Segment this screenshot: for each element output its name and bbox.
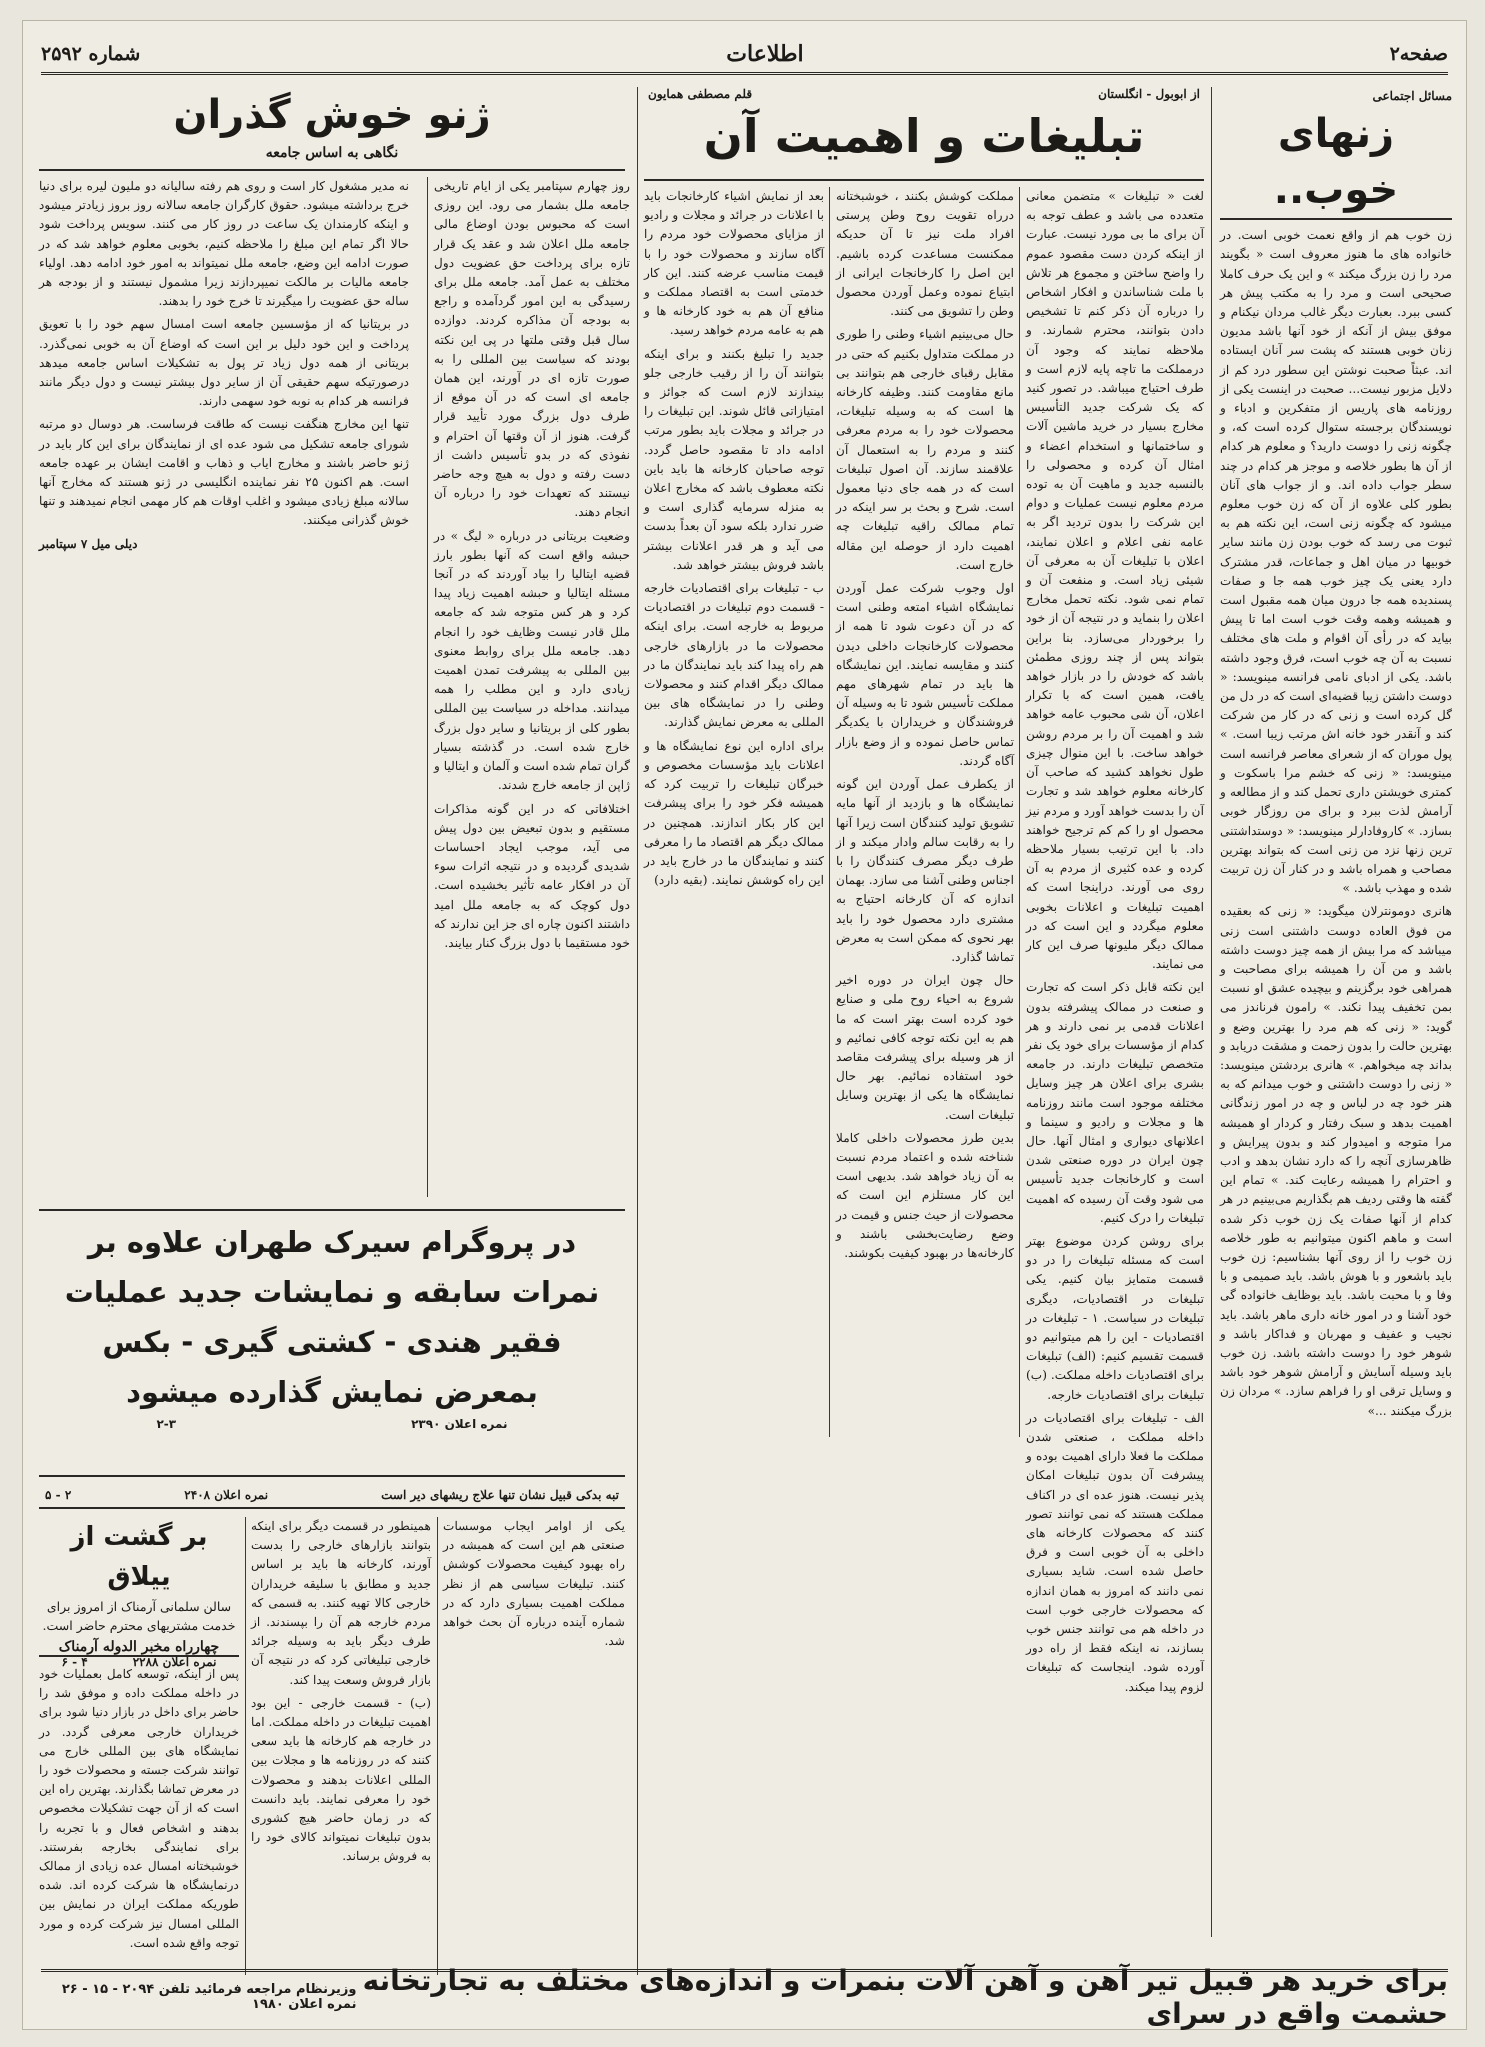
- advertising-text-c4: برای اداره این نوع نمایشگاه ها و اعلانات باید مؤسسات مخصوص و خبرگان تبلیغات را تربیت کرد که همیشه فکر خود را برای پیشرفت این کار بکار اندازند. همچنین در ممالک دیگر هم اقتصاد ما را معرفی کنند و نمایندگان ما در خارج باید در این راه کوشش نمایند. (بقیه دارد): [644, 738, 824, 888]
- article-header-advertising: [644, 87, 1204, 181]
- masthead: [41, 35, 1448, 75]
- advertising-text-b6: بدین طرز محصولات داخلی کاملا شناخته شده و اعتماد مردم نسبت به آن زیاد خواهد شد. بدیهی است این کار مستلزم این است که محصولات از حیث جنس و قیمت در وضع رضایت‌بخشی باشند و کارخانه‌ها در بهبود کیفیت بکوشند.: [836, 1130, 1014, 1260]
- circus-ad-line-2: نمرات سابقه و نمایشات جدید عملیات: [64, 1275, 600, 1309]
- section-label: مسائل اجتماعی: [1372, 89, 1452, 103]
- column-advertising-b: [836, 187, 1014, 1437]
- circus-ad-line-3: فقیر هندی - کشتی گیری - بکس: [102, 1325, 562, 1359]
- geneva-text-3: اختلافاتی که در این گونه مذاکرات مستقیم و بدون تبعیض بین دول پیش می آید، موجب ایجاد احساسات شدیدی گردیده و در نتیجه اثرات سوء آن در افکار عامه تأثیر بخشیده است. دول کوچک که به جامعه ملل امید داشتند اکنون چاره ای جز این ندارند که خود مستقیما با دول بزرگ کنار بیایند.: [434, 801, 630, 950]
- advertising-text-b5: حال چون ایران در دوره اخیر شروع به احیاء روح ملی و صنایع خود کرده است بهتر است که ما هم به این نکته توجه کافی نمائیم و از هر وسیله برای پیشرفت مقاصد خود استفاده نمائیم. بهر حال نمایشگاه ها یکی از بهترین وسایل تبلیغات است.: [836, 973, 1014, 1122]
- geneva-text-2: وضعیت بریتانی در درباره « لیگ » در حبشه واقع است که آنها بطور بارز قضیه ایتالیا را بیاد آوردند که در آنجا مسئله ایتالیا و حبشه اهمیت زیاد پیدا کرد و هر کس متوجه شد که جامعه ملل قادر نیست وظایف خود را انجام دهد. جامعه ملل برای روابط معنوی بین المللی به پیشرفت تمدن اهمیت زیادی دارد و این مطلب را همه میدانند. مداخله در سیاست بین المللی بطور کلی از بریتانیا و سایر دول بزرگ خارج شده است. در گذشته بسیار گران تمام شده است و آلمان و ایتالیا و ژاپن از جامعه خارج شدند.: [434, 528, 630, 793]
- column-good-women: [1220, 87, 1452, 1937]
- barber-ad-address: چهارراه مخبر الدوله آرمناک: [58, 1639, 220, 1655]
- column-rule: [437, 1517, 438, 1975]
- remedy-ad: [39, 1483, 625, 1509]
- barber-ad-number: نمره اعلان ۲۲۸۸: [132, 1655, 217, 1669]
- lower-left-text-4: یکی از اوامر ایجاب موسسات صنعتی هم این است که همیشه در راه بهبود کیفیت محصولات کوشش کنند. تبلیغات سیاسی هم از نظر مملکت اهمیت بسیاری دارد که در شماره آینده درباره آن بحث خواهد شد.: [443, 1519, 625, 1649]
- column-rule: [427, 177, 428, 1197]
- circus-advertisement: [39, 1209, 625, 1477]
- column-rule: [1211, 87, 1212, 1937]
- article-subtitle-geneva: نگاهی به اساس جامعه: [265, 145, 399, 161]
- barber-ad-title: بر گشت از ییلاق: [70, 1522, 208, 1592]
- bottom-banner-text: برای خرید هر قبیل تیر آهن و آهن آلات بنمرات و اندازه‌های مختلف به تجارتخانه حشمت واقع در سرای: [362, 1963, 1448, 2030]
- geneva-text-6: تنها این مخارج هنگفت نیست که طاقت فرساست. هر دوسال دو مرتبه شورای جامعه تشکیل می شود عده ای از نمایندگان برای این کار باید در ژنو حاضر باشند و مخارج ایاب و ذهاب و اقامت ایشان بر عهده جامعه است. هم اکنون ۲۵ نفر نماینده انگلیسی در ژنو هستند که مخارج آنها سالانه مبلغ زیادی میشود و اغلب اوقات هم کار مهمی انجام نمیدهند و تنها خوش گذرانی میکنند.: [39, 417, 409, 528]
- circus-ad-line-4: بمعرض نمایش گذارده میشود: [126, 1375, 538, 1409]
- geneva-text-1: روز چهارم سپتامبر یکی از ایام تاریخی جامعه ملل بشمار می رود. این روزی است که محبوس بودن اوضاع مالی جامعه ملل اعلان شد و عقد یک قرار تازه برای پرداخت حق عضویت دول مختلف به عمل آمد. جامعه ملل برای رسیدگی به این امور گردآمده و راجع به بودجه آن مذاکره کردند. دوازده سال قبل وقتی ملتها در پی این نکته بودند که سیاست بین المللی را به صورت تازه ای در آورند، این همان جامعه ای است که در آن موقع از طرف دول بزرگ مورد تأیید قرار گرفت. هنوز از آن وقتها آن احترام و نفوذی که در بدو تأسیس داشت از دست رفته و دول به هیچ وجه حاضر نیستند که تعهدات خود را درباره آن انجام دهند.: [434, 179, 630, 520]
- article-title-geneva: ژنو خوش گذران: [173, 92, 491, 138]
- remedy-ad-number: نمره اعلان ۲۴۰۸: [184, 1488, 269, 1502]
- circus-ad-number: نمره اعلان ۲۳۹۰: [411, 1417, 508, 1431]
- geneva-text-5: در بریتانیا که از مؤسسین جامعه است امسال سهم خود را با تعویق پرداخت و این خود دلیل بر این است که اوضاع آن به خوبی نمی‌گذرد. بریتانی از همه دول زیاد تر پول به تشکیلات اساس جامعه میدهد درصورتیکه سهم حقیقی آن از سایر دول بیشتر نیست و دول دیگر مانند فرانسه هر کدام به نوبه خود سهمی دارند.: [39, 317, 409, 409]
- advertising-text-a2: این نکته قابل ذکر است که تجارت و صنعت در ممالک پیشرفته بدون اعلانات قدمی بر نمی دارند و هر کدام از مؤسسات برای خود یک نفر متخصص تبلیغات دارند. در جامعه بشری برای اعلان هر چیز وسایل مختلفه موجود است مانند روزنامه ها و مجلات و رادیو و سینما و اعلانهای دیواری و امثال آنها. حال چون ایران در دوره صنعتی شدن است و کارخانجات جدید تأسیس می شود وقت آن رسیده که اهمیت تبلیغات را درک کنیم.: [1026, 980, 1204, 1225]
- advertising-text-b2: حال می‌بینیم اشیاء وطنی را طوری در مملکت متداول بکنیم که حتی در مقابل رقبای خارجی هم بتوانند بی مانع مقاومت کنند. وظیفه کارخانه ها است که به وسیله تبلیغات، محصولات خود را به مردم معرفی کنند و مردم را به استعمال آن علاقمند سازند. آن اصول تبلیغات است که در همه جای دنیا معمول است. شرح و بحث بر سر اینکه در تمام ممالک راقیه تبلیغات چه اهمیت دارد از حوصله این مقاله خارج است.: [836, 327, 1014, 572]
- lower-left-text-c: [443, 1517, 625, 1975]
- barber-ad-dates: ۴ - ۶: [61, 1655, 88, 1669]
- column-geneva-a: [434, 177, 630, 1197]
- column-geneva-b: [39, 177, 409, 1197]
- barber-ad-body: سالن سلمانی آرمناک از امروز برای خدمت مشتریهای محترم حاضر است.: [42, 1599, 236, 1633]
- column-rule: [637, 1209, 638, 1975]
- article-title-good-women: زنهای خوب..: [1220, 106, 1452, 220]
- article-title-advertising: تبلیغات و اهمیت آن: [703, 109, 1145, 163]
- lower-left-text-b: [251, 1517, 431, 1975]
- byline-location: از ابوبول - انگلستان: [1098, 87, 1200, 101]
- advertising-text-c3: ب - تبلیغات برای اقتصادیات خارجه - قسمت دوم تبلیغات در اقتصادیات مربوط به خارجه است. برای اینکه محصولات ما در بازارهای خارجی هم راه پیدا کند باید نمایندگان ما در ممالک دیگر اقدام کنند و محصولات وطنی را در نمایشگاه های بین المللی به معرض نمایش گذارند.: [644, 581, 824, 730]
- lower-left-text-3: (ب) - قسمت خارجی - این بود اهمیت تبلیغات در داخله مملکت. اما در خارجه هم کارخانه ها باید سعی کنند که در روزنامه ها و مجلات بین المللی اعلانات بدهند و محصولات خود را معرفی نمایند. باید دانست که در زمان حاضر هیچ کشوری بدون تبلیغات نمیتواند کالای خود را به فروش برساند.: [251, 1695, 431, 1864]
- column-rule: [1019, 187, 1020, 1437]
- circus-ad-line-1: در پروگرام سیرک طهران علاوه بر: [87, 1225, 577, 1259]
- remedy-ad-dates: ۲ - ۵: [45, 1488, 72, 1502]
- advertising-text-b4: از یکطرف عمل آوردن این گونه نمایشگاه ها و بازدید از آنها مایه تشویق تولید کنندگان است زیرا آنها را به رقابت سالم وادار میکند و از طرف دیگر مصرف کنندگان را با اجناس وطنی آشنا می سازد. بهمان اندازه که آن کارخانه احتیاج به مشتری دارد محصول خود را باید بهر نحوی که ممکن است به معرض تماشا گذارد.: [836, 777, 1014, 964]
- barber-return-ad: [39, 1517, 239, 1669]
- column-rule: [245, 1517, 246, 1975]
- page-label: صفحه۲: [1389, 42, 1448, 65]
- advertising-text-a1: لغت « تبلیغات » متضمن معانی متعدده می باشد و عطف توجه به آن برای ما بی مورد نیست. عبارت از اینکه کردن دست مقصود عموم را واضح ساختن و مجموع هر تلاش با ملت شناساندن و افکار اشخاص را درباره آن ذکر کنم تا تشخیص دادن بتوانند، محترم شمارند. و ملاحظه نمایند که وجود آن درمملکت ما تاچه پایه لازم است و طرف احتیاج میباشد. در تصور کنید که یک شرکت جدید التأسیس مخارج بسیار در خرید ماشین آلات و ساختمانها و استخدام اعضاء و امثال آن کرده و محصولی را بالنسبه جدید و ماهیت آن به توده مردم معلوم نیست عملیات و دوام این شرکت را بدون تردید اگر به ‌عامه نفی اعلام و اعلان نمایند، اعلان با تبلیغات آن به معرفی آن شیئی زیاد است. و منفعت آن و تمام نمی شود. نکته تحمل مخارج اعلان را بنماید و در نتیجه آن از خود را برخوردار می‌سازد. بنا براین بتواند پس از چند روزی مطمئن باشد که خودش را در بازار خواهد یافت، همین است که با تکرار اعلان، آن شی محبوب عامه خواهد شد و اهمیت آن را بر مردم روشن خواهد ساخت. با این منوال چیزی طول نخواهد کشید که صاحب آن کارخانه معلوم خواهد شد و تجارت آن را بدست خواهد آورد و مردم نیز محصول او را کم کم ترجیح خواهند داد. با این ترتیب بسیار ملاحظه کرده و عده کثیری از مردم به آن روی می آورند. دراینجا است که اهمیت تبلیغات و اعلانات بخوبی معلوم میگردد و این است که در ممالک دیگر ملیونها صرف این کار می نمایند.: [1026, 189, 1204, 972]
- column-advertising-c: [644, 187, 824, 1437]
- article-body-good-women-2: هانری دومونترلان میگوید: « زنی که بعقیده من فوق العاده دوست داشتنی است زنی میباشد که مرا بیش از همه چیز دوست داشته باشد و من آن را همیشه برای مصاحبت و همراهی خود برگزینم و بیچیده عشق او نسبت بمن تخفیف پیدا نکند. » رامون فرناندز می گوید: « زنی که هم مرد را بهترین وضع و بهترین حالت را بدون زحمت و مشقت دریابد و بداند چه میخواهم. » هانری بردشتن مینویسد: « زنی را دوست داشتنی و خوب میدانم که به هنر خود چه در لباس و چه در امور زندگانی اهمیت بدهد و سبک رفتار و کردار او همیشه مرا متوجه و امیدوار کند و بدون پیرایش و ظاهرسازی آنچه را که دارد نشان بدهد و ادب و احترام را همیشه رعایت کند. » تمام این گفته ها وقتی ردیف هم بگذاریم می‌بینیم در هر کدام از آنها صفات یک زن خوب ذکر شده است و ماهم اکنون میتوانیم به طور خلاصه زن خوب را از روی آنها بشناسیم: زن خوب باید باشعور و با هوش باشد. باید صمیمی و با وفا و با محبت باشد. باید بوظایف خانواده گی خود آشنا و در امور خانه داری ماهر باشد. باید نجیب و عفیف و مهربان و فداکار باشد و شوهر خود را دوست داشته باشد. زن خوب باید وسیله آسایش و آرامش شوهر خود باشد و وسایل ترقی او را فراهم سازد. » مردان زن بزرگ میکنند ...»: [1220, 904, 1452, 1418]
- advertising-text-c1: بعد از نمایش اشیاء کارخانجات باید با اعلانات در جرائد و مجلات و رادیو از مزایای محصولات خود مردم را آگاه سازند و محصولات خود را با قیمت مناسب عرضه کنند. این کار خدمتی است به اقتصاد مملکت و منافع آن هم به خود کارخانه ها و هم به عامه مردم خواهد رسید.: [644, 189, 824, 338]
- column-advertising-a: [1026, 187, 1204, 1694]
- bottom-banner-ad: [41, 1963, 1448, 2030]
- lower-left-text-a: [39, 1665, 239, 1975]
- geneva-text-4: نه مدیر مشغول کار است و روی هم رفته سالیانه دو ملیون لیره برای دنیا خرج برداشته میشود. حقوق کارگران جامعه سالانه روز بروز زیادتر میشود و اینکه کارمندان یک ساعت در روز کار می کنند. سویس پرداخت شود حالا اگر تمام این مبلغ را ملاحظه کنیم، بخوبی معلوم خواهد شد که در صورت ادامه این وضع، جامعه ملل نمیتواند به امور خود ادامه دهد. اولیاء جامعه مالیات بر مالکت نمیپردازند زیرا مشمول نیستند و از بودجه هر ساله حق عضویت را میگیرند تا خرج خود را بدهند.: [39, 179, 409, 309]
- advertising-text-b3: اول وجوب شرکت عمل آوردن نمایشگاه اشیاء امتعه وطنی است که در آن دعوت شود تا همه از محصولات کارخانجات داخلی دیدن کنند و مقایسه نمایند. این نمایشگاه ها باید در تمام شهرهای مهم مملکت تأسیس شود تا به وسیله آن فروشندگان و خریداران با یکدیگر تماس حاصل نموده و از وضع بازار آگاه گردند.: [836, 581, 1014, 768]
- newspaper-page: [22, 20, 1467, 2030]
- remedy-ad-text: تبه بدکی قبیل نشان تنها علاج ریشهای دیر است: [381, 1488, 619, 1502]
- paper-name: اطلاعات: [726, 40, 804, 67]
- article-body-good-women-1: زن خوب هم از واقع نعمت خوبی است. در خانواده های ما هنوز معروف است « بگویند مرد را زن بزرگ میکند » و این یک حرف کاملا صحیحی است و مرد را به مکتب پیش هر کسی ببرد. بعبارت دیگر غالب مردان نیکنام و موفق بیش از آنکه از خود آنها باشد مدیون زنان خوبی هستند که پشت سر آنان ایستاده اند. عبثاً صحبت نوشتن این سطور درد کم از دلایل مزبور نیست... صحبت در اینست یکی از روزنامه های پاریس از متفکرین و ادباء و نویسندگان برجسته ستوال کرده است که، و چگونه زنی را دوست دارید؟ و معلوم هر کدام از آن ها بطور خلاصه و موجز هر کدام در چند سطر جواب داده اند. و از جواب های آنان بطور کلی علاوه از آن که زن خوب معلوم میشود که چگونه زنی است، این نکته هم به ثبوت می رسد که خوب بودن زن مانند سایر خوبیها در میان اهل و جماعات، قدر مشترک دارد یعنی یک چیز خوب همه جا و صفات پسندیده همه جا درون میان همه مقبول است و همیشه وهمه وقت خوب است اما تا پیش بیاید که در رأی آن اقوام و ملت های مختلف نسبت به آن چه خوب است، فرق وجود داشته باشد. یکی از ادبای نامی فرانسه مینویسد: « دوست داشتن زیبا قضیه‌ای است که در دل من گل کرده است و زنی که در کار من شرکت کند و آنقدر خود خانه اش مرتب زیبا است. » پول موران که از شعرای معاصر فرانسه است مینویسد: « زنی که خشم مرا باسکوت و کمتری خویشتن داری تحمل کند و از مطالعه و آرامش لذت ببرد و برای من روزگار خوبی بسازد. » کاروفادارلر مینویسد: « دوستداشتنی ترین زنها نزد من زنی است که بتواند بهترین مصاحب و همراه باشد و در کنار آن زن تربیت شده و مهذب باشد. »: [1220, 228, 1452, 896]
- bottom-banner-tail: وزیرنظام مراجعه فرمائید تلفن ۲۰۹۴ - ۱۵ - ۲۶ نمره اعلان ۱۹۸۰: [61, 1981, 357, 2012]
- lower-left-text-1: پس از اینکه، توسعه کامل بعملیات خود در داخله مملکت داده و موفق شد را حاضر برای داخل در بازار دنیا شود برای خریداران خارجی معرفی گردد. در نمایشگاه های بین المللی خارج می توانند شرکت جسته و محصولات خود را در معرض تماشا بگذارند. بهترین راه این است که از آن جهت تشکیلات مخصوص بدهند و اشخاص فعال و با تجربه را برای نمایندگی بخارجه بفرستند. خوشبختانه امسال عده زیادی از ممالک درنمایشگاه ها شرکت کرده اند. شده طوریکه مملکت ایران در نمایش بین المللی امسال نیز شرکت کرده و مورد توجه واقع شده است.: [39, 1667, 239, 1950]
- advertising-text-a4: الف - تبلیغات برای اقتصادیات در داخله مملکت ، صنعتی شدن مملکت ما فعلا دارای اهمیت بوده و پیشرفت آن بدون تبلیغات امکان پذیر نیست. هنوز عده ای در اکناف مملکت هستند که نمی توانند تصور کنند که محصولات کارخانه های داخلی به آن خوبی است و فرق حاصل شده است. شاید بسیاری نمی دانند که امروز به همان اندازه که محصولات خارجی خوب است در داخله هم می توانند جنس خوب بسازند، نه اینکه فقط از راه دور آورده شود. اینجاست که تبلیغات لزوم پیدا میکند.: [1026, 1410, 1204, 1694]
- column-rule: [829, 187, 830, 1437]
- geneva-source: دیلی میل ۷ سپتامبر: [39, 536, 138, 551]
- advertising-text-c2: جدید را تبلیغ بکنند و برای اینکه بتوانند آن را از رقیب خارجی جلو بیندازند لازم است که جوائز و امتیازاتی قائل شوند. این تبلیغات را در جرائد و مجلات باید بطور مرتب ادامه داد تا مقصود حاصل گردد. توجه صاحبان کارخانه ها باید باین نکته معطوف باشد که مخارج اعلان به منزله سرمایه گذاری است و ضرر ندارد بلکه سود آن بعداً بدست می آید و هر قدر اعلانات بیشتر باشد فروش بیشتر خواهد شد.: [644, 346, 824, 572]
- advertising-text-a3: برای روشن کردن موضوع بهتر است که مسئله تبلیغات را در دو قسمت متمایز بیان کنیم. یکی تبلیغات در اقتصادیات، دیگری تبلیغات در سیاست. ۱ - تبلیغات در اقتصادیات - این را هم میتوانیم دو قسمت تقسیم کنیم: (الف) تبلیغات برای اقتصادیات داخله مملکت. (ب) تبلیغات برای اقتصادیات خارجه.: [1026, 1233, 1204, 1402]
- lower-left-text-2: همینطور در قسمت دیگر برای اینکه بتوانند بازارهای خارجی را بدست آورند، کارخانه ها باید بر اساس جدید و مطابق با سلیقه خریداران خارجی کالا تهیه کنند. به قسمی که مردم خارجه هم آن را بپسندند. از طرف دیگر باید به وسیله جرائد خارجی تبلیغاتی کرد که در نتیجه آن بازار فروش وسعت پیدا کند.: [251, 1519, 431, 1687]
- advertising-text-b1: مملکت کوشش بکنند ، خوشبختانه درراه تقویت روح وطن پرستی افراد ملت نیز تا آن حدیکه ممکنست مساعدت کرده باشیم. این اصل را کارخانجات ایرانی از ابتیاع نموده وعمل آوردن محصول وطن را تشویق می کنند.: [836, 189, 1014, 319]
- byline-author: قلم مصطفی همایون: [648, 87, 753, 101]
- article-header-geneva: [39, 87, 625, 171]
- column-rule: [637, 87, 638, 1209]
- issue-number: شماره ۲۵۹۲: [41, 42, 141, 65]
- circus-ad-dates: ۲-۳: [156, 1417, 177, 1431]
